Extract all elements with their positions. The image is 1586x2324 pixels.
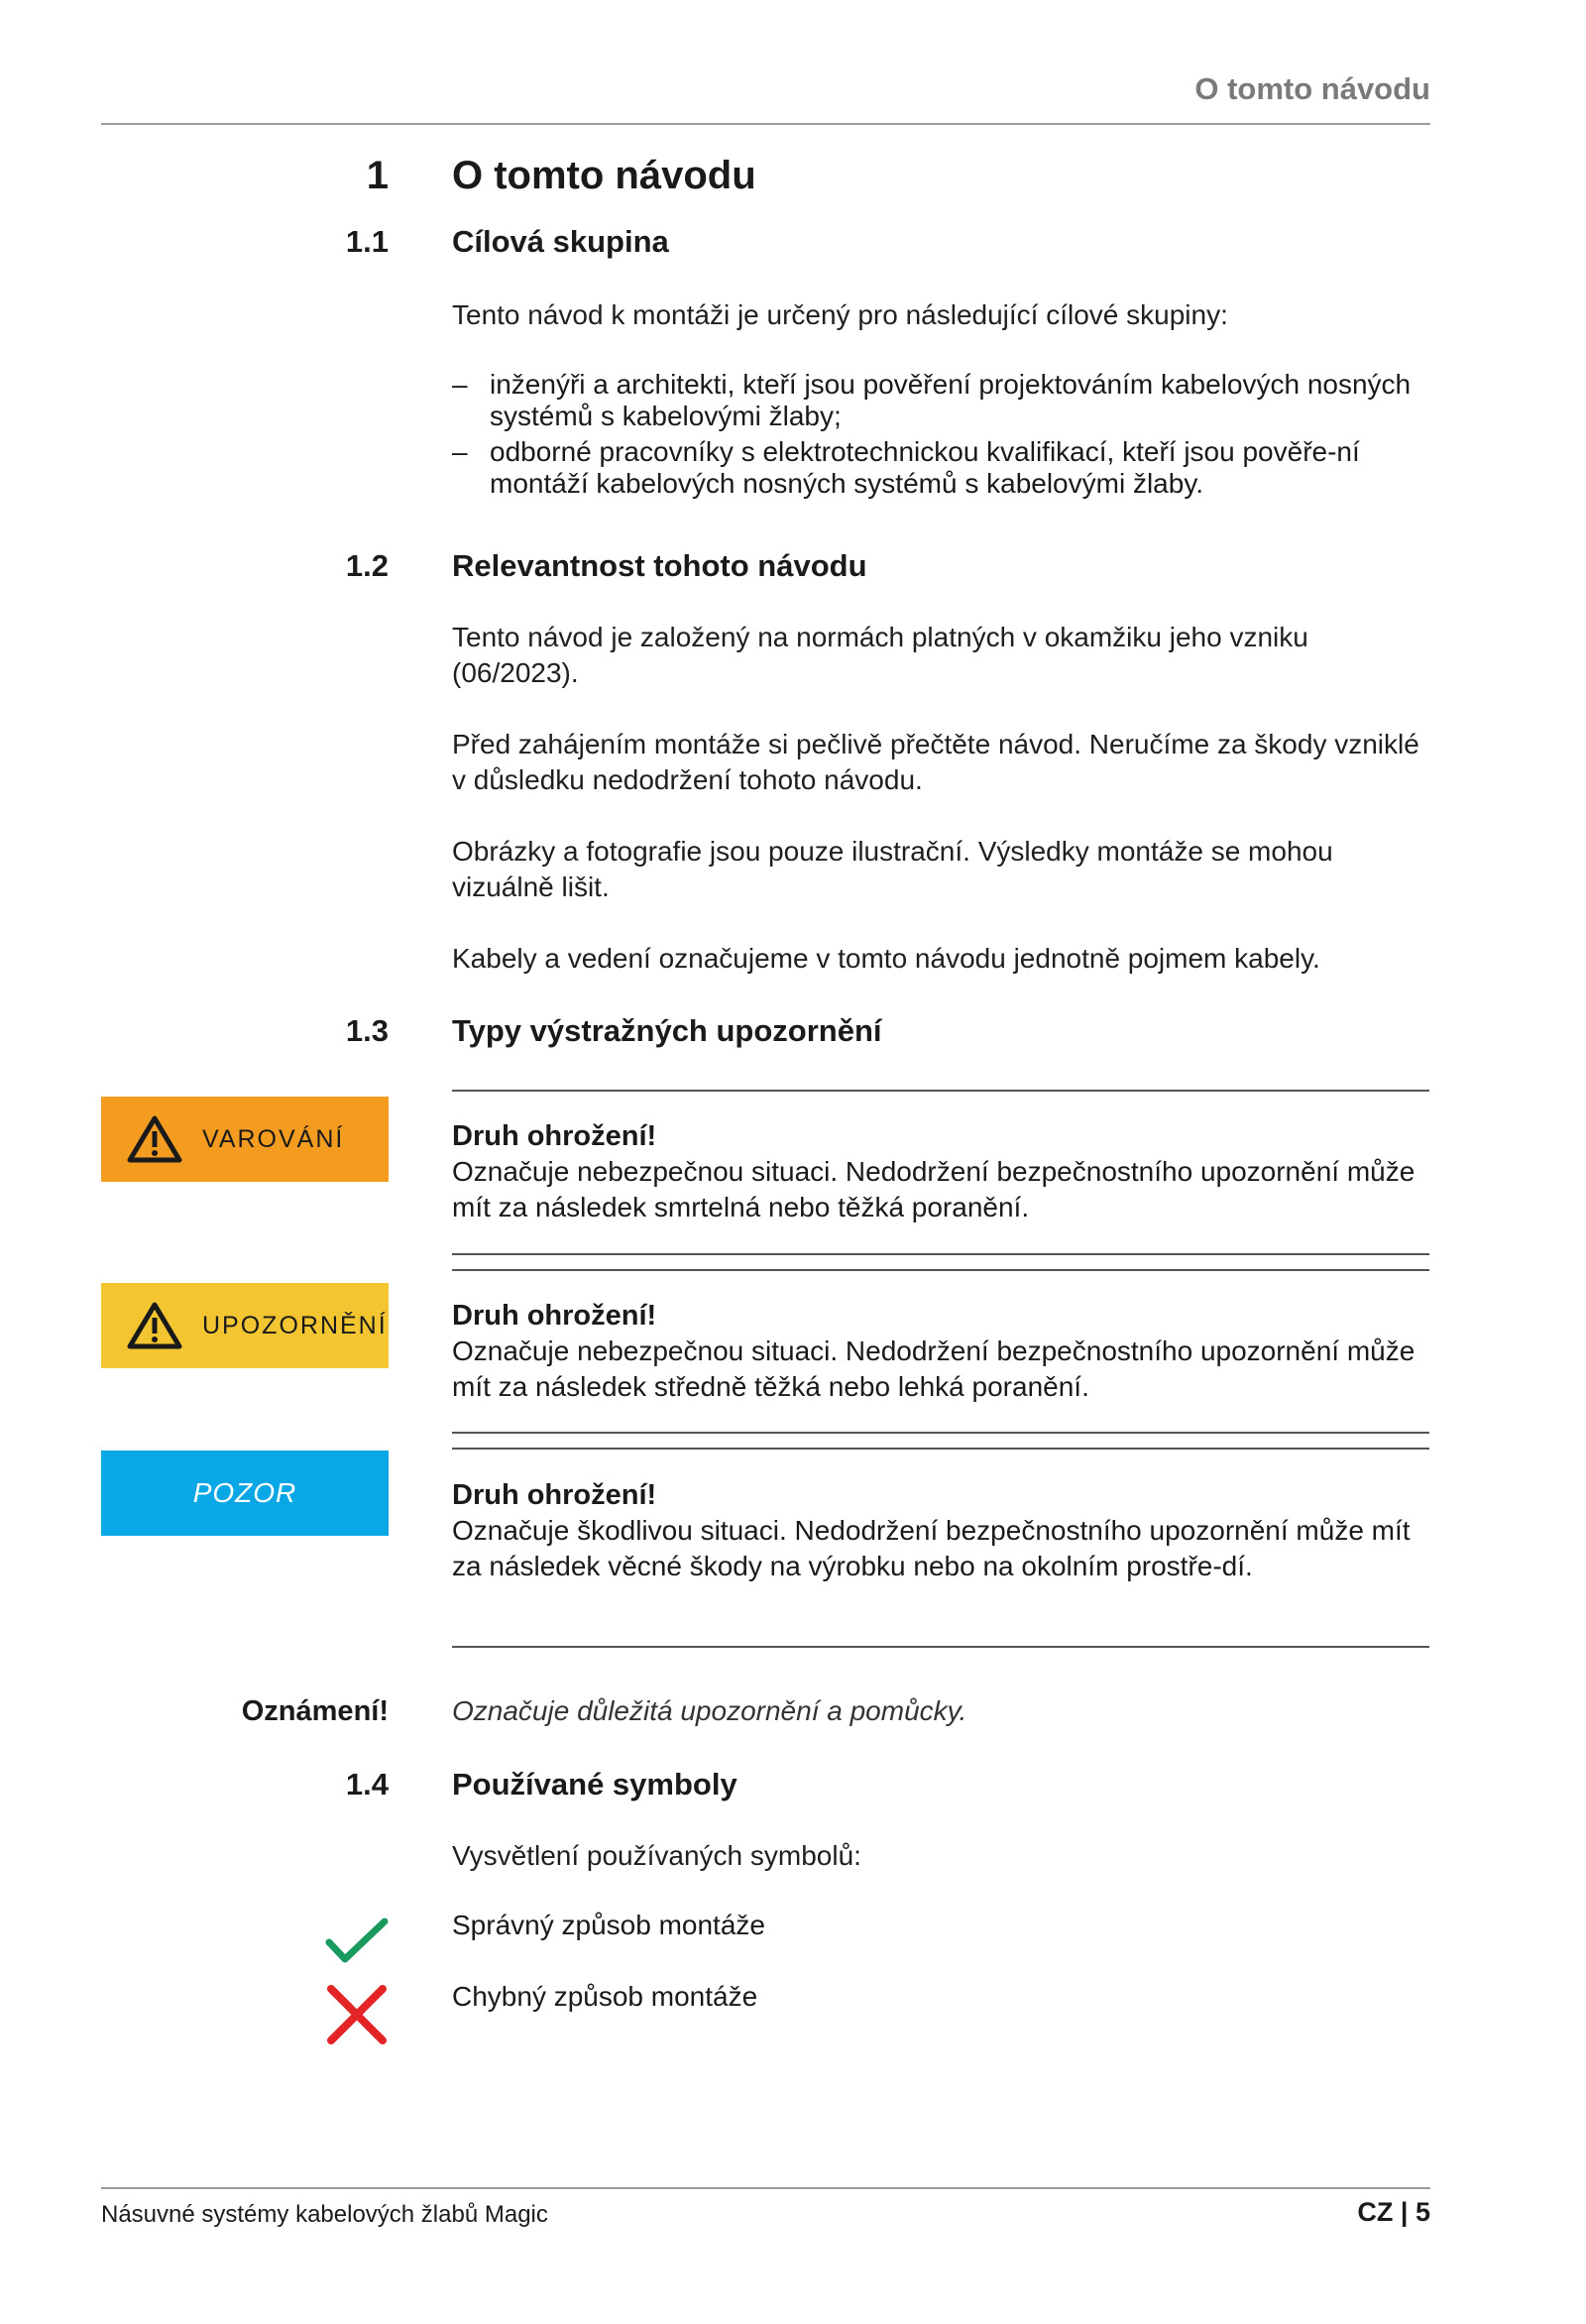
list-dash: – (452, 436, 468, 467)
paragraph: Kabely a vedení označujeme v tomto návodu jednotně pojmem kabely. (452, 943, 1320, 974)
cross-icon (323, 1981, 391, 2048)
warning-triangle-icon (127, 1301, 182, 1350)
hazard-text: Označuje škodlivou situaci. Nedodržení bezpečnostního upozornění může mít za následek věcné škody na výrobku nebo na okolním prostře-dí. (452, 1515, 1411, 1581)
list-dash: – (452, 369, 468, 400)
warning-triangle-icon (127, 1114, 182, 1164)
divider (452, 1432, 1429, 1434)
list-item (452, 369, 1433, 432)
badge-label: POZOR (192, 1477, 297, 1508)
chapter-number: 1 (366, 154, 389, 197)
section-number-1-2: 1.2 (345, 548, 389, 583)
section-title-1-2: Relevantnost tohoto návodu (452, 548, 867, 583)
section-number-1-3: 1.3 (345, 1013, 389, 1048)
section-number-1-4: 1.4 (345, 1767, 389, 1801)
badge-label: UPOZORNĚNÍ (202, 1311, 388, 1339)
divider (452, 1253, 1429, 1255)
checkmark-icon (323, 1916, 391, 1967)
paragraph: Tento návod je založený na normách platných v okamžiku jeho vzniku (06/2023). (452, 622, 1308, 688)
badge-label: VAROVÁNÍ (202, 1124, 345, 1153)
section-number-1-1: 1.1 (345, 224, 389, 259)
hazard-title: Druh ohrožení! (452, 1120, 657, 1152)
badge-notice (101, 1451, 389, 1536)
badge-caution (101, 1283, 389, 1368)
paragraph: Před zahájením montáže si pečlivě přečtěte návod. Neručíme za škody vzniklé v důsledku nedodržení tohoto návodu. (452, 729, 1419, 795)
hazard-text: Označuje nebezpečnou situaci. Nedodržení bezpečnostního upozornění může mít za následek středně těžká nebo lehká poranění. (452, 1336, 1416, 1402)
target-group-list (452, 369, 1433, 504)
section-title-1-4: Používané symboly (452, 1767, 737, 1801)
footer-rule (101, 2187, 1430, 2189)
list-item-text: inženýři a architekti, kteří jsou pověření projektováním kabelových nosných systémů s kabelovými žlaby; (490, 369, 1412, 431)
divider (452, 1448, 1429, 1450)
divider (452, 1646, 1429, 1648)
running-header: O tomto návodu (1194, 71, 1430, 106)
page-number: CZ | 5 (1357, 2197, 1430, 2227)
badge-warning (101, 1097, 389, 1182)
divider (452, 1269, 1429, 1271)
section-1-1-intro: Tento návod k montáži je určený pro následující cílové skupiny: (452, 299, 1228, 330)
symbol-label-wrong: Chybný způsob montáže (452, 1981, 758, 2012)
divider (452, 1090, 1429, 1092)
section-1-4-intro: Vysvětlení používaných symbolů: (452, 1840, 861, 1871)
symbol-label-correct: Správný způsob montáže (452, 1910, 765, 1940)
notice-text: Označuje důležitá upozornění a pomůcky. (452, 1695, 967, 1726)
section-title-1-1: Cílová skupina (452, 224, 669, 259)
section-title-1-3: Typy výstražných upozornění (452, 1013, 882, 1048)
list-item (452, 436, 1433, 500)
header-rule (101, 123, 1430, 125)
hazard-title: Druh ohrožení! (452, 1479, 657, 1511)
footer-title: Násuvné systémy kabelových žlabů Magic (101, 2201, 548, 2228)
paragraph: Obrázky a fotografie jsou pouze ilustrační. Výsledky montáže se mohou vizuálně lišit. (452, 836, 1333, 902)
list-item-text: odborné pracovníky s elektrotechnickou kvalifikací, kteří jsou pověře-ní montáží kabelových nosných systémů s kabelovými žlaby. (490, 436, 1360, 499)
hazard-title: Druh ohrožení! (452, 1300, 657, 1332)
chapter-title: O tomto návodu (452, 154, 756, 197)
hazard-text: Označuje nebezpečnou situaci. Nedodržení bezpečnostního upozornění může mít za následek smrtelná nebo těžká poranění. (452, 1156, 1416, 1222)
notice-label: Oznámení! (241, 1695, 389, 1727)
